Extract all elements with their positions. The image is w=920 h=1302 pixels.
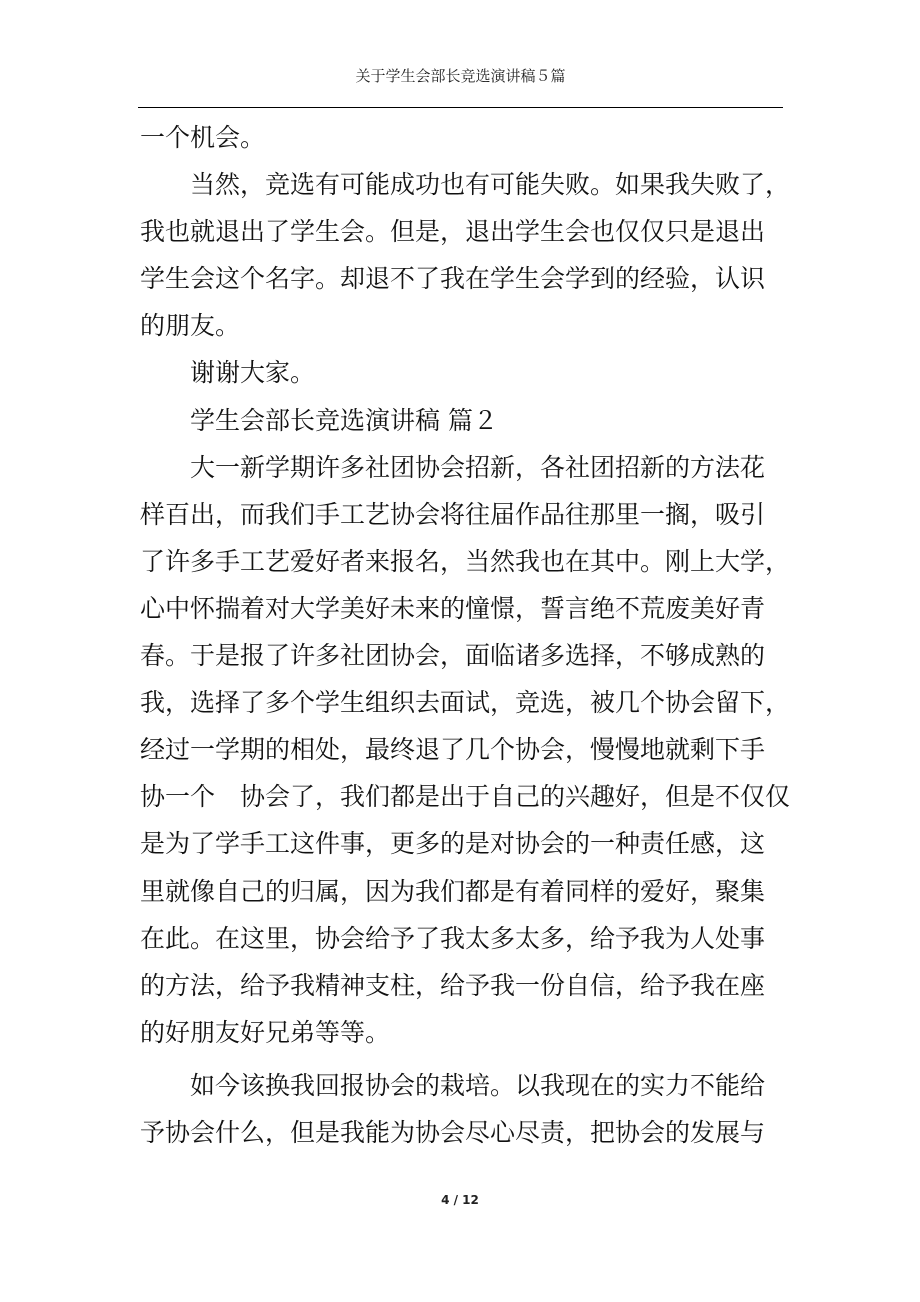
text-line: 我也就退出了学生会。但是，退出学生会也仅仅只是退出 [140, 217, 766, 247]
document-body [140, 114, 791, 1156]
text-line: 样百出，而我们手工艺协会将往届作品往那里一搁，吸引 [140, 499, 766, 529]
text-line: 是为了学手工这件事，更多的是对协会的一种责任感，这 [140, 829, 766, 859]
text-line: 里就像自己的归属，因为我们都是有着同样的爱好，聚集 [140, 876, 766, 906]
text-line: 一个机会。 [140, 123, 266, 152]
text-line: 谢谢大家。 [190, 358, 316, 388]
page-header: 关于学生会部长竞选演讲稿５篇 [355, 67, 566, 85]
text-line: 在此。在这里，协会给予了我太多太多，给予我为人处事 [140, 923, 766, 953]
text-line: 学生会这个名字。却退不了我在学生会学到的经验，认识 [140, 264, 766, 294]
section-heading: 学生会部长竞选演讲稿 篇２ [190, 405, 498, 435]
text-line: 春。于是报了许多社团协会，面临诸多选择，不够成熟的 [140, 641, 766, 671]
text-line: 的方法，给予我精神支柱，给予我一份自信，给予我在座 [140, 970, 766, 1000]
text-line: 我，选择了多个学生组织去面试，竞选，被几个协会留下， [140, 688, 791, 718]
text-line: 经过一学期的相处，最终退了几个协会，慢慢地就剩下手 [140, 735, 766, 765]
text-line: 如今该换我回报协会的栽培。以我现在的实力不能给 [190, 1070, 766, 1100]
text-line: 的好朋友好兄弟等等。 [140, 1017, 391, 1047]
text-line: 了许多手工艺爱好者来报名，当然我也在其中。刚上大学， [140, 546, 791, 576]
text-line: 大一新学期许多社团协会招新，各社团招新的方法花 [190, 452, 766, 482]
header-rule [138, 107, 783, 108]
text-line: 心中怀揣着对大学美好未来的憧憬，誓言绝不荒废美好青 [140, 593, 766, 623]
text-line: 当然，竞选有可能成功也有可能失败。如果我失败了， [190, 170, 791, 200]
text-line: 协一个 协会了，我们都是出于自己的兴趣好，但是不仅仅 [140, 782, 791, 812]
text-line: 予协会什么，但是我能为协会尽心尽责，把协会的发展与 [140, 1117, 766, 1147]
page-number: 4 / 12 [441, 1193, 479, 1207]
text-line: 的朋友。 [140, 311, 241, 341]
